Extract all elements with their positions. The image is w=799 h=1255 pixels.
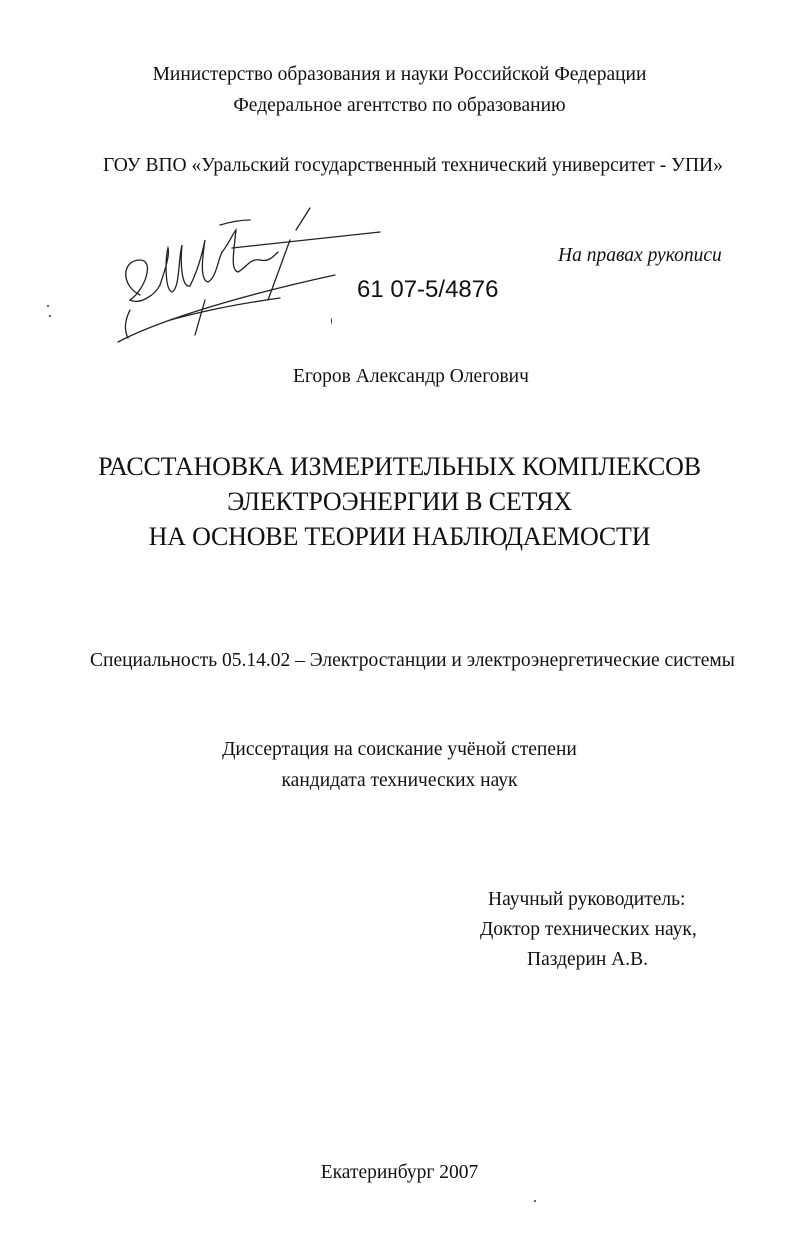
speck bbox=[47, 305, 49, 307]
agency-line: Федеральное агентство по образованию bbox=[233, 95, 566, 116]
supervisor-label: Научный руководитель: bbox=[488, 889, 686, 910]
title-line-3: НА ОСНОВЕ ТЕОРИИ НАБЛЮДАЕМОСТИ bbox=[148, 522, 651, 551]
dissertation-line-1: Диссертация на соискание учёной степени bbox=[222, 739, 577, 760]
university-line: ГОУ ВПО «Уральский государственный технический университет - УПИ» bbox=[103, 155, 723, 176]
specialty-line: Специальность 05.14.02 – Электростанции и электроэнергетические системы bbox=[90, 650, 735, 671]
title-line-1: РАССТАНОВКА ИЗМЕРИТЕЛЬНЫХ КОМПЛЕКСОВ bbox=[98, 452, 701, 481]
title-line-2: ЭЛЕКТРОЭНЕРГИИ В СЕТЯХ bbox=[227, 487, 572, 516]
city-year: Екатеринбург 2007 bbox=[320, 1162, 479, 1183]
rights-note: На правах рукописи bbox=[558, 245, 722, 266]
supervisor-degree: Доктор технических наук, bbox=[480, 919, 697, 940]
ministry-line: Министерство образования и науки Российской Федерации bbox=[152, 64, 647, 85]
supervisor-name: Паздерин А.В. bbox=[527, 949, 648, 970]
dissertation-line-2: кандидата технических наук bbox=[281, 770, 518, 791]
speck bbox=[331, 318, 332, 324]
signature-scribble bbox=[110, 200, 390, 350]
speck bbox=[49, 315, 51, 317]
archive-number: 61 07-5/4876 bbox=[357, 276, 499, 303]
author-name: Егоров Александр Олегович bbox=[293, 366, 529, 387]
speck bbox=[534, 1200, 536, 1202]
